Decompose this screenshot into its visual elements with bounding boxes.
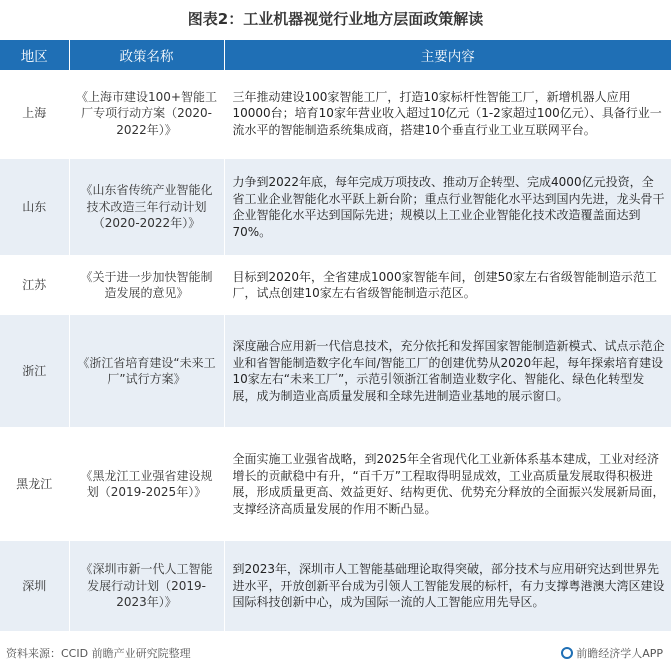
table-row <box>0 540 671 632</box>
content-cell: 到2023年，深圳市人工智能基础理论取得突破，部分技术与应用研究达到世界先进水平，开放创新平台成为引领人工智能发展的标杆，有力支撑粤港澳大湾区建设国际科技创新中心，成为国际一流的人工智能应用先导区。 <box>224 540 671 632</box>
content-cell: 全面实施工业强省战略，到2025年全省现代化工业新体系基本建成，工业对经济增长的贡献稳中有升，“百千万”工程取得明显成效，工业高质量发展取得积极进展，形成质量更高、效益更好、结构更优、优势充分释放的全面振兴发展新局面，支撑经济高质量发展的作用不断凸显。 <box>224 428 671 540</box>
policy-name-cell: 《上海市建设100+智能工厂专项行动方案（2020-2022年）》 <box>69 70 224 158</box>
content-cell: 三年推动建设100家智能工厂，打造10家标杆性智能工厂，新增机器人应用10000台；培育10家年营业收入超过10亿元（1-2家超过100亿元）、具备行业一流水平的智能制造系统集成商，搭建10个垂直行业工业互联网平台。 <box>224 70 671 158</box>
policy-table <box>0 40 671 633</box>
region-cell: 浙江 <box>0 314 69 428</box>
region-cell: 黑龙江 <box>0 428 69 540</box>
region-cell: 深圳 <box>0 540 69 632</box>
table-row <box>0 70 671 158</box>
table-row <box>0 256 671 314</box>
region-cell: 山东 <box>0 158 69 256</box>
content-cell: 力争到2022年底，每年完成万项技改、推动万企转型、完成4000亿元投资，全省工业企业智能化水平跃上新台阶；重点行业智能化水平达到国内先进，龙头骨干企业智能化水平达到国际先进；规模以上工业企业智能化技术改造覆盖面达到70%。 <box>224 158 671 256</box>
region-cell: 上海 <box>0 70 69 158</box>
policy-name-cell: 《浙江省培育建设“未来工厂”试行方案》 <box>69 314 224 428</box>
brand-label <box>561 643 663 665</box>
header-policy: 政策名称 <box>69 40 224 70</box>
table-row <box>0 314 671 428</box>
table-row <box>0 158 671 256</box>
qianzhan-logo-icon <box>561 647 573 659</box>
content-cell: 深度融合应用新一代信息技术，充分依托和发挥国家智能制造新模式、试点示范企业和省智能制造数字化车间/智能工厂的创建优势从2020年起，每年探索培育建设10家左右“未来工厂”，示范引领浙江省制造业数字化、智能化、绿色化转型发展，成为制造业高质量发展和全球先进制造业基地的展示窗口。 <box>224 314 671 428</box>
table-row <box>0 428 671 540</box>
table-header-row <box>0 40 671 70</box>
region-cell: 江苏 <box>0 256 69 314</box>
policy-name-cell: 《山东省传统产业智能化技术改造三年行动计划（2020-2022年）》 <box>69 158 224 256</box>
header-region: 地区 <box>0 40 69 70</box>
footer <box>0 643 671 665</box>
policy-name-cell: 《黑龙江工业强省建设规划（2019-2025年）》 <box>69 428 224 540</box>
content-cell: 目标到2020年，全省建成1000家智能车间，创建50家左右省级智能制造示范工厂，试点创建10家左右省级智能制造示范区。 <box>224 256 671 314</box>
source-note: 资料来源：CCID 前瞻产业研究院整理 <box>6 647 191 660</box>
brand-text: 前瞻经济学人APP <box>576 647 663 660</box>
policy-name-cell: 《深圳市新一代人工智能发展行动计划（2019-2023年）》 <box>69 540 224 632</box>
policy-name-cell: 《关于进一步加快智能制造发展的意见》 <box>69 256 224 314</box>
page-title: 图表2：工业机器视觉行业地方层面政策解读 <box>187 10 484 28</box>
header-content: 主要内容 <box>224 40 671 70</box>
